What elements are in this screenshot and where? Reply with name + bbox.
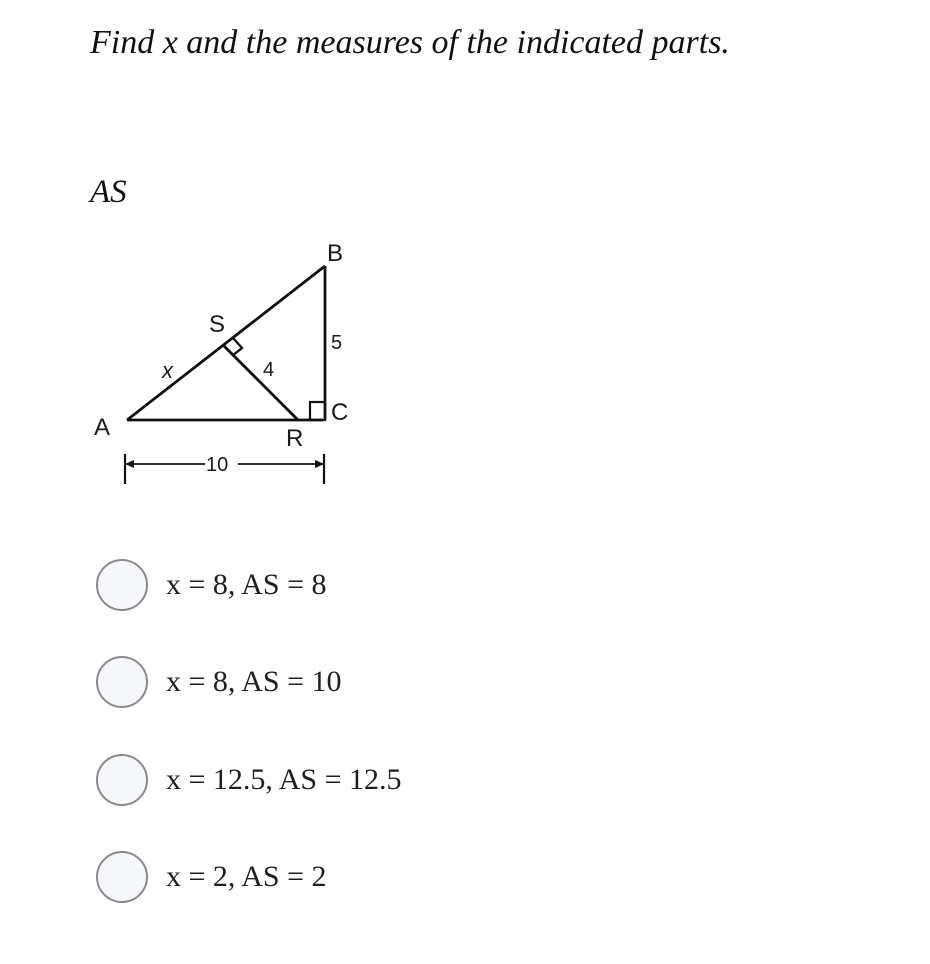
label-bc-length: 5: [331, 332, 343, 354]
choice-text: x = 8, AS = 10: [166, 665, 342, 698]
segment-ab: [127, 266, 325, 420]
label-r: R: [286, 425, 304, 452]
triangle-diagram: [80, 228, 370, 498]
right-angle-s: [232, 338, 242, 356]
choice-2[interactable]: [96, 652, 516, 712]
choice-1[interactable]: [96, 555, 516, 615]
label-c: C: [331, 399, 349, 426]
radio-button[interactable]: [96, 559, 148, 611]
segment-sr: [223, 345, 298, 420]
radio-button[interactable]: [96, 656, 148, 708]
dimension-arrow-right: [315, 460, 324, 468]
choice-text: x = 12.5, AS = 12.5: [166, 763, 402, 796]
choice-text: x = 8, AS = 8: [166, 568, 327, 601]
label-s: S: [209, 311, 226, 338]
right-angle-c: [310, 402, 325, 420]
label-b: B: [327, 240, 344, 267]
label-a: A: [94, 414, 111, 441]
label-ac-length: 10: [206, 454, 229, 476]
part-label: AS: [90, 174, 127, 210]
label-x: x: [162, 358, 173, 383]
question-prompt: Find x and the measures of the indicated parts.: [90, 24, 730, 61]
label-sr-length: 4: [263, 359, 275, 381]
radio-button[interactable]: [96, 754, 148, 806]
choice-3[interactable]: [96, 750, 516, 810]
choice-4[interactable]: [96, 847, 516, 907]
dimension-arrow-left: [125, 460, 134, 468]
choice-text: x = 2, AS = 2: [166, 860, 327, 893]
radio-button[interactable]: [96, 851, 148, 903]
